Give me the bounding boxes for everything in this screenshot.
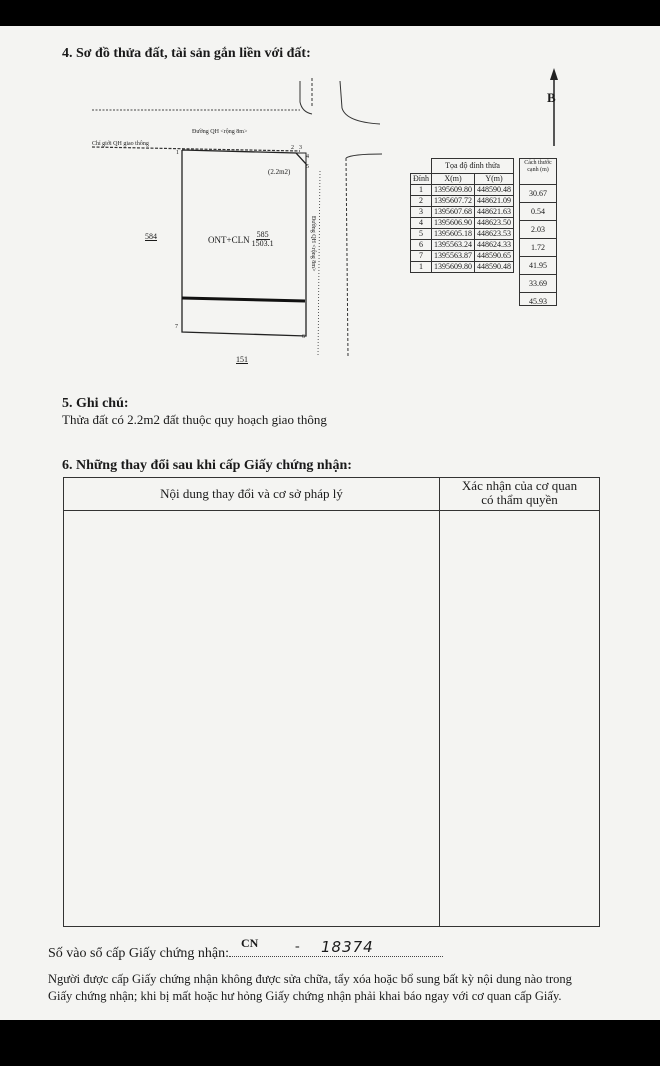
coords-row — [411, 185, 514, 196]
register-label: Số vào sổ cấp Giấy chứng nhận: — [48, 946, 229, 961]
coords-cell-x: 1395606.90 — [432, 218, 475, 229]
vertex-label-4: 4 — [306, 154, 309, 160]
coords-cell-v: 5 — [411, 229, 432, 240]
register-dash: - — [295, 939, 300, 954]
road-right-center — [318, 171, 320, 356]
coords-col-x: X(m) — [432, 174, 475, 185]
coords-col-length: Cách thước cạnh (m) — [524, 160, 552, 173]
vertex-coordinate-table — [410, 158, 514, 273]
area-note: (2.2m2) — [268, 168, 291, 176]
coords-row — [411, 240, 514, 251]
coords-cell-x: 1395609.80 — [432, 262, 475, 273]
road-top-label: Đường QH <rộng 8m> — [192, 129, 248, 135]
neighbor-parcel-left: 584 — [145, 232, 157, 241]
footer-line-2: Giấy chứng nhận; khi bị mất hoặc hư hỏng Giấy chứng nhận phải khai báo ngay với cơ quan cấp Giấy. — [48, 989, 562, 1003]
coords-cell-v: 7 — [411, 251, 432, 262]
coords-row — [411, 196, 514, 207]
vertex-label-7: 7 — [175, 324, 178, 330]
section-4-title: 4. Sơ đồ thửa đất, tài sản gắn liền với đất: — [62, 46, 311, 61]
coords-cell-v: 3 — [411, 207, 432, 218]
edge-length: 0.54 — [520, 203, 556, 221]
north-arrow-head — [550, 68, 558, 80]
edge-length: 33.69 — [520, 275, 556, 293]
parcel-label — [208, 231, 274, 248]
coords-col-vertex: Đỉnh — [411, 174, 432, 185]
coords-cell-y: 448590.65 — [475, 251, 514, 262]
coords-cell-v: 1 — [411, 262, 432, 273]
coords-row — [411, 207, 514, 218]
north-label: B — [547, 90, 556, 105]
changes-col1-header: Nội dung thay đổi và cơ sở pháp lý — [160, 486, 343, 501]
land-plot-diagram — [0, 26, 660, 386]
coords-cell-y: 448624.33 — [475, 240, 514, 251]
edge-length: 30.67 — [520, 185, 556, 203]
changes-col2-header — [440, 479, 599, 507]
parcel-number: 585 — [256, 230, 269, 239]
coords-row — [411, 218, 514, 229]
coords-cell-x: 1395563.24 — [432, 240, 475, 251]
coords-cell-x: 1395607.72 — [432, 196, 475, 207]
vertex-label-1: 1 — [176, 150, 179, 156]
vertex-label-3: 3 — [299, 145, 302, 151]
parcel-fraction — [252, 231, 274, 248]
coords-cell-y: 448621.63 — [475, 207, 514, 218]
coords-col-y: Y(m) — [475, 174, 514, 185]
edge-length: 45.93 — [529, 297, 547, 306]
coords-cell-x: 1395609.80 — [432, 185, 475, 196]
coords-row — [411, 229, 514, 240]
register-line — [48, 936, 443, 962]
section-5-title: 5. Ghi chú: — [62, 396, 129, 411]
coords-cell-v: 6 — [411, 240, 432, 251]
road-right-outer-edge — [346, 158, 348, 356]
coords-cell-v: 1 — [411, 185, 432, 196]
parcel-area: 1503.1 — [251, 239, 274, 248]
coords-cell-v: 4 — [411, 218, 432, 229]
edge-length: 1.72 — [520, 239, 556, 257]
coords-cell-x: 1395605.18 — [432, 229, 475, 240]
coords-cell-x: 1395563.87 — [432, 251, 475, 262]
vertex-label-2: 2 — [291, 145, 294, 151]
document-page — [0, 26, 660, 1020]
road-curve-right-top — [340, 81, 380, 124]
coords-row — [411, 251, 514, 262]
coords-row — [411, 262, 514, 273]
section-6-title: 6. Những thay đổi sau khi cấp Giấy chứng nhận: — [62, 458, 352, 473]
coords-cell-y: 448623.50 — [475, 218, 514, 229]
neighbor-parcel-bottom: 151 — [236, 355, 248, 364]
road-boundary-label: Chỉ giới QH giao thông — [92, 141, 149, 147]
register-prefix: CN — [241, 936, 259, 950]
changes-table — [63, 477, 600, 927]
edge-length-column — [519, 158, 557, 306]
coords-cell-y: 448623.53 — [475, 229, 514, 240]
coords-cell-x: 1395607.68 — [432, 207, 475, 218]
changes-col2-header-line2: có thẩm quyền — [481, 492, 558, 507]
register-number-field — [229, 936, 443, 957]
coords-header-title: Tọa độ đỉnh thửa — [432, 159, 514, 174]
changes-header-divider — [64, 510, 599, 511]
road-curve-left-top — [300, 81, 312, 114]
vertex-label-6: 6 — [302, 334, 305, 340]
coords-cell-y: 448590.48 — [475, 185, 514, 196]
coords-cell-y: 448621.09 — [475, 196, 514, 207]
land-use-code: ONT+CLN — [208, 234, 250, 245]
changes-col2-header-line1: Xác nhận của cơ quan — [461, 478, 578, 493]
coords-cell-v: 2 — [411, 196, 432, 207]
edge-length: 2.03 — [520, 221, 556, 239]
road-curve-right-bottom — [346, 154, 382, 158]
register-number: 18374 — [321, 938, 374, 956]
changes-content-column — [64, 478, 440, 926]
section-5-text: Thửa đất có 2.2m2 đất thuộc quy hoạch giao thông — [62, 412, 327, 427]
vertex-label-5: 5 — [306, 164, 309, 170]
road-right-label: Đường QH <rộng 8m> — [310, 216, 316, 272]
edge-length-list — [520, 184, 556, 310]
edge-length: 41.95 — [520, 257, 556, 275]
footer-line-1: Người được cấp Giấy chứng nhận không được sửa chữa, tẩy xóa hoặc bổ sung bất kỳ nội dung nào trong — [48, 972, 572, 986]
parcel-thick-line — [182, 298, 305, 301]
coords-cell-y: 448590.48 — [475, 262, 514, 273]
traffic-area-triangle — [296, 153, 306, 164]
